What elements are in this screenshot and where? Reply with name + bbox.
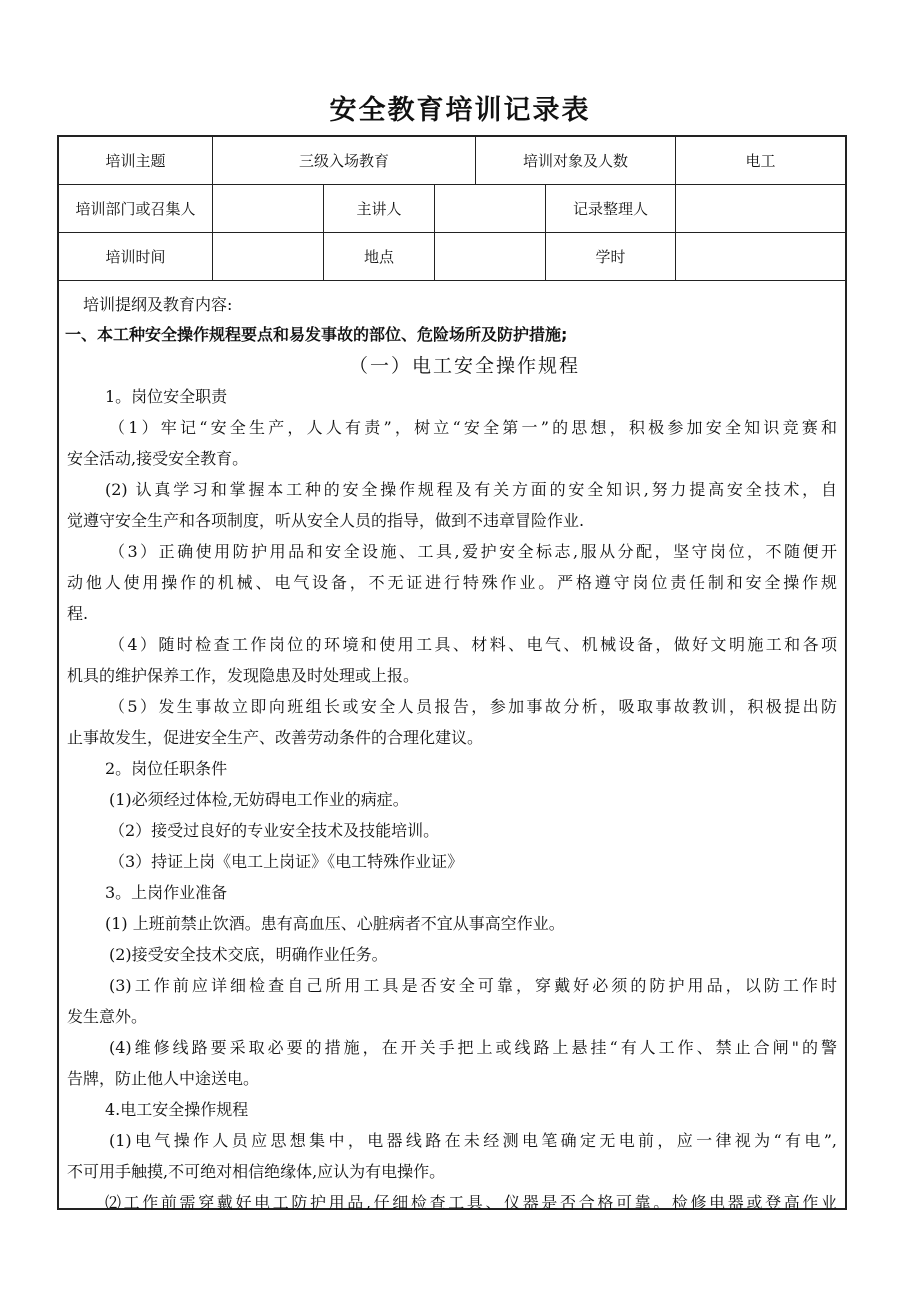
paragraph-line: （3）正确使用防护用品和安全设施、工具,爱护安全标志,服从分配，坚守岗位，不随便开 bbox=[109, 542, 837, 561]
table-row bbox=[59, 233, 845, 281]
dept-label: 培训部门或召集人 bbox=[59, 185, 213, 232]
recorder-value[interactable] bbox=[676, 185, 845, 232]
paragraph-line: (3)工作前应详细检查自己所用工具是否安全可靠，穿戴好必须的防护用品，以防工作时 bbox=[109, 976, 837, 995]
paragraph-line: 告牌，防止他人中途送电。 bbox=[67, 1069, 260, 1088]
audience-value[interactable]: 电工 bbox=[745, 152, 776, 170]
dept-value[interactable] bbox=[213, 185, 324, 232]
section-heading: 一、本工种安全操作规程要点和易发事故的部位、危险场所及防护措施; bbox=[65, 325, 568, 344]
time-label: 培训时间 bbox=[59, 233, 213, 280]
speaker-value[interactable] bbox=[435, 185, 546, 232]
paragraph-line: (1)必须经过体检,无妨碍电工作业的病症。 bbox=[109, 790, 409, 809]
paragraph-line: 3。上岗作业准备 bbox=[105, 883, 228, 902]
subsection-heading: （一）电工安全操作规程 bbox=[349, 355, 581, 377]
paragraph-line: (2)接受安全技术交底，明确作业任务。 bbox=[109, 945, 388, 964]
paragraph-line: 觉遵守安全生产和各项制度，听从安全人员的指导，做到不违章冒险作业. bbox=[67, 511, 585, 530]
paragraph-line: 2。岗位任职条件 bbox=[105, 759, 228, 778]
paragraph-line: （4）随时检查工作岗位的环境和使用工具、材料、电气、机械设备，做好文明施工和各项 bbox=[109, 635, 837, 654]
paragraph-line: （5）发生事故立即向班组长或安全人员报告，参加事故分析，吸取事故教训，积极提出防 bbox=[109, 697, 837, 716]
paragraph-line: （1）牢记“安全生产，人人有责”，树立“安全第一”的思想，积极参加安全知识竞赛和 bbox=[109, 418, 837, 437]
hours-label: 学时 bbox=[546, 233, 676, 280]
paragraph-line: （2）接受过良好的专业安全技术及技能培训。 bbox=[109, 821, 440, 840]
paragraph-line: 程. bbox=[67, 604, 89, 623]
paragraph-line: (2) 认真学习和掌握本工种的安全操作规程及有关方面的安全知识,努力提高安全技术，自 bbox=[105, 480, 837, 499]
hours-value[interactable] bbox=[676, 233, 845, 280]
paragraph-line: (1)电气操作人员应思想集中，电器线路在未经测电笔确定无电前，应一律视为“有电”, bbox=[109, 1131, 837, 1150]
paragraph-line: （3）持证上岗《电工上岗证》《电工特殊作业证》 bbox=[109, 852, 464, 871]
topic-label: 培训主题 bbox=[59, 137, 213, 184]
table-row bbox=[59, 185, 845, 233]
paragraph-line: 不可用手触摸,不可绝对相信绝缘体,应认为有电操作。 bbox=[67, 1162, 446, 1181]
page-title: 安全教育培训记录表 bbox=[329, 95, 591, 126]
time-value[interactable] bbox=[213, 233, 324, 280]
recorder-label: 记录整理人 bbox=[546, 185, 676, 232]
paragraph-line: 安全活动,接受安全教育。 bbox=[67, 449, 249, 468]
speaker-label: 主讲人 bbox=[324, 185, 435, 232]
paragraph-line: (4)维修线路要采取必要的措施，在开关手把上或线路上悬挂“有人工作、禁止合闸"的警 bbox=[109, 1038, 837, 1057]
place-value[interactable] bbox=[435, 233, 546, 280]
topic-value[interactable]: 三级入场教育 bbox=[213, 137, 476, 184]
paragraph-line: 发生意外。 bbox=[67, 1007, 148, 1026]
paragraph-line: ⑵工作前需穿戴好电工防护用品,仔细检查工具、仪器是否合格可靠。检修电器或登高作业 bbox=[105, 1193, 837, 1212]
paragraph-line: 机具的维护保养工作，发现隐患及时处理或上报。 bbox=[67, 666, 420, 685]
audience-label: 培训对象及人数 bbox=[476, 137, 676, 184]
outline-label: 培训提纲及教育内容: bbox=[83, 295, 233, 314]
paragraph-line: 1。岗位安全职责 bbox=[105, 387, 228, 406]
place-label: 地点 bbox=[324, 233, 435, 280]
paragraph-line: 动他人使用操作的机械、电气设备，不无证进行特殊作业。严格遵守岗位责任制和安全操作规 bbox=[67, 573, 837, 592]
table-row bbox=[59, 137, 845, 185]
training-record-table bbox=[57, 135, 847, 1210]
paragraph-line: (1) 上班前禁止饮酒。患有高血压、心脏病者不宜从事高空作业。 bbox=[105, 914, 565, 933]
paragraph-line: 4.电工安全操作规程 bbox=[105, 1100, 249, 1119]
paragraph-line: 止事故发生，促进安全生产、改善劳动条件的合理化建议。 bbox=[67, 728, 484, 747]
